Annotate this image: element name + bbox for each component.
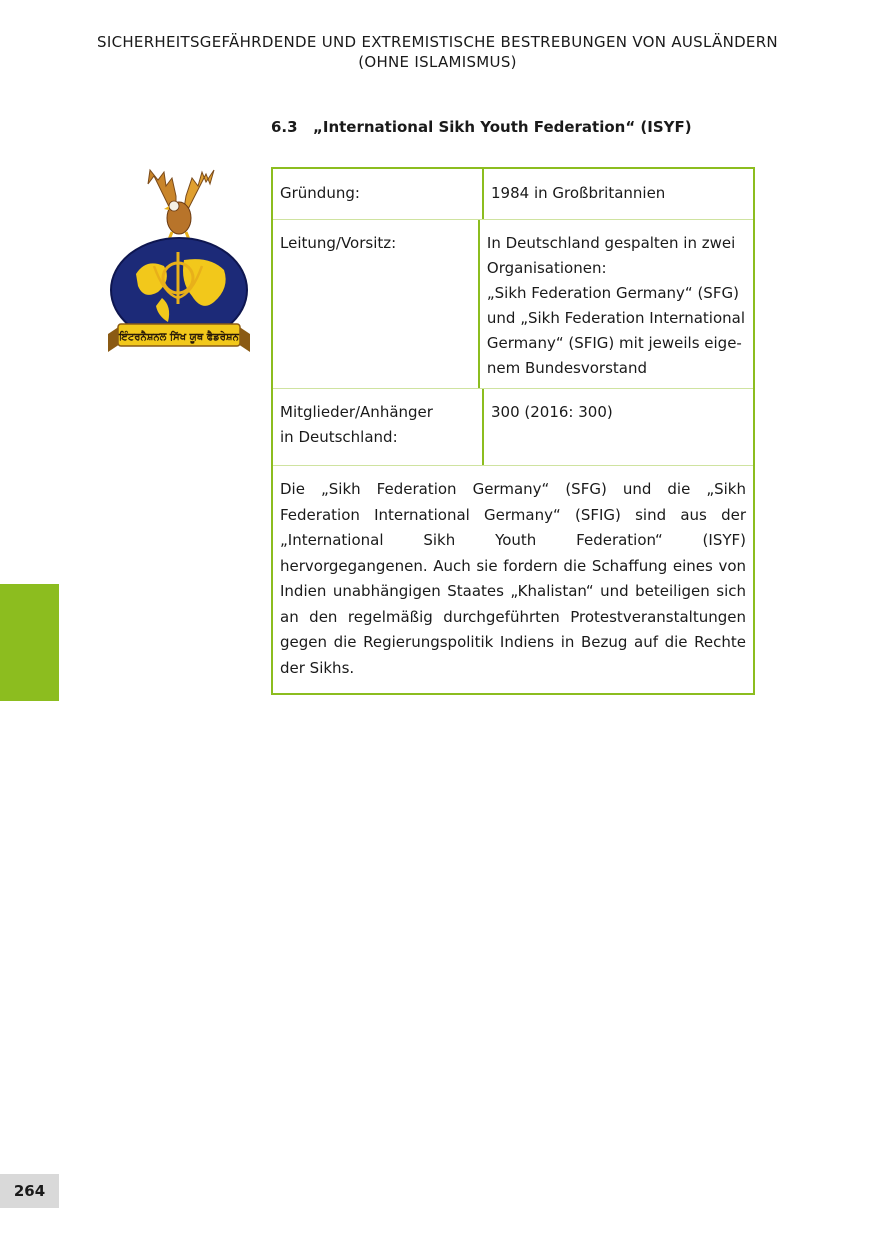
leadership-line: „Sikh Federation Germany“ (SFG) — [486, 284, 739, 302]
leadership-line: Germany“ (SFIG) mit jeweils eige- — [486, 334, 742, 352]
members-value: 300 (2016: 300) — [491, 403, 613, 421]
running-header — [60, 32, 815, 72]
leadership-line: In Deutschland gespalten in zwei — [486, 234, 736, 252]
members-label — [273, 389, 484, 465]
info-table — [271, 167, 755, 695]
isyf-logo — [106, 166, 252, 358]
section-number: 6.3 — [271, 118, 298, 136]
members-label-line: in Deutschland: — [280, 428, 398, 446]
table-row-leadership — [273, 220, 753, 389]
founding-value: 1984 in Großbritannien — [491, 184, 666, 202]
table-row-members — [273, 389, 753, 466]
members-label-line: Mitglieder/Anhänger — [280, 403, 433, 421]
leadership-line: nem Bundesvorstand — [486, 359, 648, 377]
running-header-line-2: (OHNE ISLAMISMUS) — [358, 53, 517, 71]
founding-label: Gründung: — [273, 169, 484, 219]
leadership-line: Organisationen: — [486, 259, 607, 277]
leadership-label: Leitung/Vorsitz: — [273, 220, 480, 388]
section-heading — [271, 118, 692, 136]
section-title: „International Sikh Youth Federation“ (ISYF) — [313, 118, 692, 136]
logo-banner-text: ਇੰਟਰਨੈਸ਼ਨਲ ਸਿੱਖ ਯੂਥ ਫੈਡਰੇਸ਼ਨ — [119, 332, 239, 343]
running-header-line-1: SICHERHEITSGEFÄHRDENDE UND EXTREMISTISCHE BESTREBUNGEN VON AUSLÄNDERN — [97, 33, 778, 51]
chapter-tab-marker — [0, 584, 59, 701]
page-number: 264 — [0, 1174, 59, 1208]
description-paragraph: Die „Sikh Federation Germany“ (SFG) und die „Sikh Federation International Germany“ (SFIG) sind aus der „International Sikh Youth Federation“ (ISYF) hervorgegangenen. Auch sie fordern die Schaffung eines von Indien unabhängigen Staates „Khalistan“ und beteiligen sich an den regelmäßig durchgeführten Protestveranstaltungen gegen die Regierungspolitik Indiens in Bezug auf die Rechte der Sikhs. — [280, 480, 746, 677]
leadership-line: und „Sikh Federation International — [486, 309, 745, 327]
leadership-value — [480, 220, 753, 388]
table-row-founding — [273, 169, 753, 220]
